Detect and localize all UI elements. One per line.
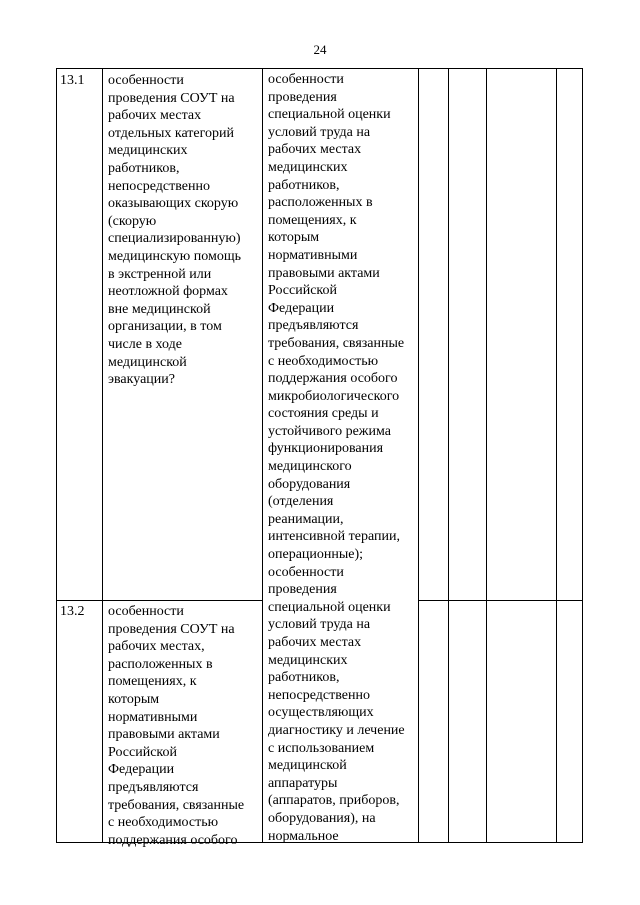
checklist-table <box>56 68 583 848</box>
col-border-1 <box>102 68 103 843</box>
row-divider-left <box>56 600 262 601</box>
row-question-13-2: особенности проведения СОУТ на рабочих местах, расположенных в помещениях, к которым нормативными правовыми актами Российской Федерации предъявляются требования, связанные с необходимостью поддержания особого <box>108 604 245 848</box>
page-number: 24 <box>313 42 327 57</box>
col-border-4 <box>448 68 449 843</box>
row-number-13-1: 13.1 <box>60 73 85 88</box>
col-border-0 <box>56 68 57 843</box>
row-divider-right <box>418 600 583 601</box>
col-border-2 <box>262 68 263 843</box>
row-number-13-2: 13.2 <box>60 604 85 619</box>
col-border-6 <box>556 68 557 843</box>
table-top-border <box>56 68 583 69</box>
col-border-3 <box>418 68 419 843</box>
requirements-cell: особенности проведения специальной оценки условий труда на рабочих местах медицинских работников, расположенных в помещениях, к которым нормативными правовыми актами Российской Федерации предъявляются требования, связанные с необходимостью поддержания особого микробиологического состояния среды и устойчивого режима функционирования медицинского оборудования (отделения реанимации, интенсивной терапии, операционные); особенности проведения специальной оценки условий труда на рабочих местах медицинских работников, непосредственно осуществляющих диагностику и лечение с использованием медицинской аппаратуры (аппаратов, приборов, оборудования), на нормальное <box>268 72 405 844</box>
col-border-7 <box>582 68 583 843</box>
row-question-13-1: особенности проведения СОУТ на рабочих местах отдельных категорий медицинских работников, непосредственно оказывающих скорую (скорую специализированную) медицинскую помощь в экстренной или неотложной формах вне медицинской организации, в том числе в ходе медицинской эвакуации? <box>108 73 242 388</box>
col-border-5 <box>486 68 487 843</box>
